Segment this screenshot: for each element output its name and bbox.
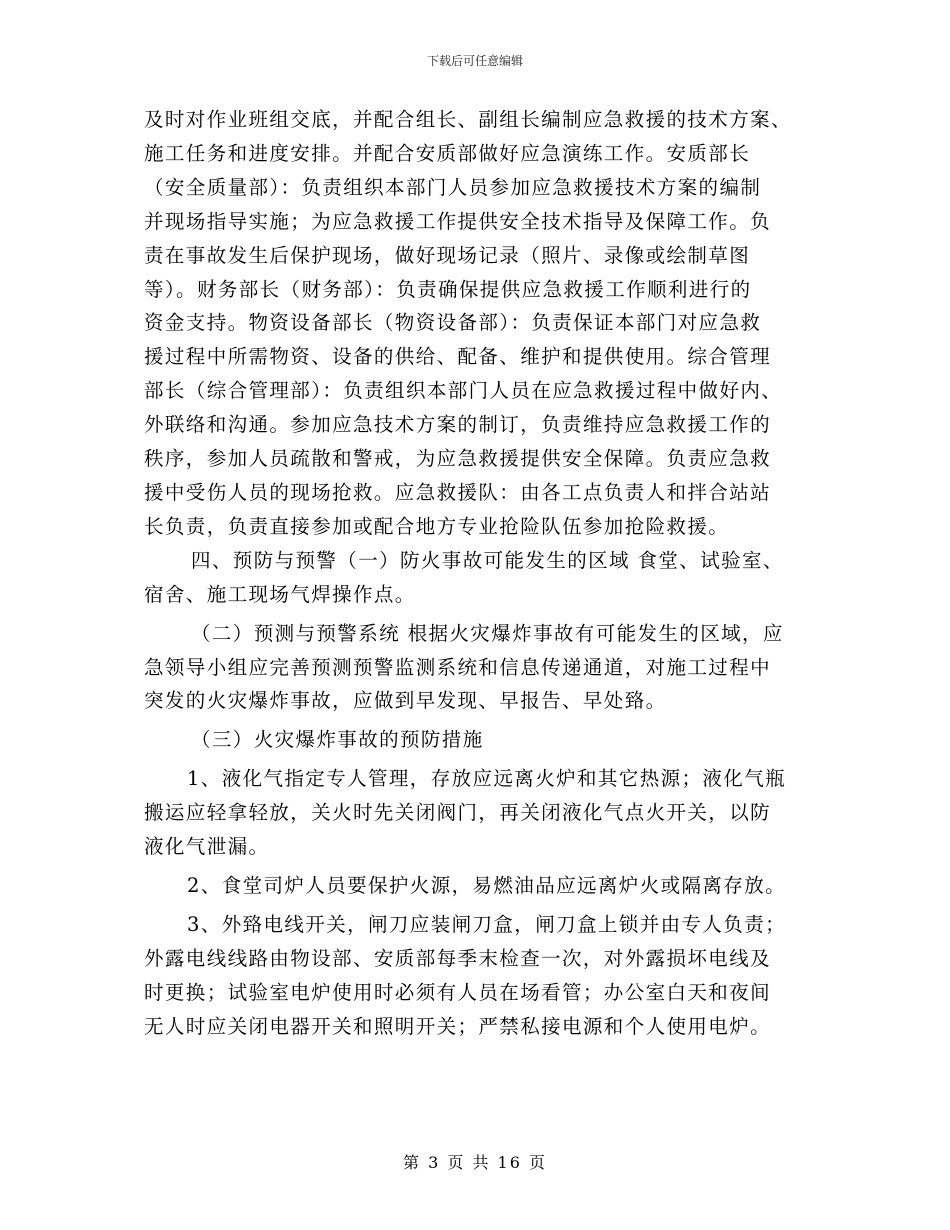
text-line: 1、液化气指定专人管理，存放应远离火炉和其它热源；液化气瓶 xyxy=(187,767,787,791)
text-line: 等）。财务部长（财务部）：负责确保提供应急救援工作顺利进行的 xyxy=(144,277,752,301)
text-line: 秩序，参加人员疏散和警戒，为应急救援提供安全保障。负责应急救 xyxy=(144,447,772,471)
text-line: 并现场指导实施；为应急救援工作提供安全技术指导及保障工作。负 xyxy=(144,209,772,233)
text-line: 突发的火灾爆炸事故，应做到早发现、早报告、早处臵。 xyxy=(144,689,667,713)
text-line: 部长（综合管理部）：负责组织本部门人员在应急救援过程中做好内、 xyxy=(144,379,783,403)
text-line: 外露电线线路由物设部、安质部每季末检查一次，对外露损坏电线及 xyxy=(144,946,772,970)
text-line: 长负责，负责直接参加或配合地方专业抢险队伍参加抢险救援。 xyxy=(144,514,730,538)
text-line: 时更换；试验室电炉使用时必须有人员在场看管；办公室白天和夜间 xyxy=(144,980,772,1004)
page-number: 第 3 页 共 16 页 xyxy=(403,1153,547,1172)
text-line: 无人时应关闭电器开关和照明开关；严禁私接电源和个人使用电炉。 xyxy=(144,1014,772,1038)
text-line: 援中受伤人员的现场抢救。应急救援队：由各工点负责人和拌合站站 xyxy=(144,480,772,504)
text-line: 宿舍、施工现场气焊操作点。 xyxy=(144,582,416,606)
page-header-note: 下载后可任意编辑 xyxy=(426,54,523,68)
text-line: 施工任务和进度安排。并配合安质部做好应急演练工作。安质部长 xyxy=(144,141,751,165)
text-line: 四、预防与预警（一）防火事故可能发生的区域 食堂、试验室、 xyxy=(191,548,784,572)
paragraph-prevention-heading xyxy=(144,723,808,757)
text-line: 援过程中所需物资、设备的供给、配备、维护和提供使用。综合管理 xyxy=(144,345,772,369)
document-body xyxy=(144,103,808,1043)
text-line: 急领导小组应完善预测预警监测系统和信息传递通道，对施工过程中 xyxy=(144,655,772,679)
text-line: 及时对作业班组交底，并配合组长、副组长编制应急救援的技术方案、 xyxy=(144,108,792,131)
text-line: 搬运应轻拿轻放，关火时先关闭阀门，再关闭液化气点火开关，以防 xyxy=(144,801,772,825)
text-line: 责在事故发生后保护现场，做好现场记录（照片、录像或绘制草图 xyxy=(144,243,751,267)
text-line: （安全质量部）：负责组织本部门人员参加应急救援技术方案的编制 xyxy=(144,175,762,199)
text-line: 外联络和沟通。参加应急技术方案的制订，负责维持应急救援工作的 xyxy=(144,413,772,437)
text-line: （二）预测与预警系统 根据火灾爆炸事故有可能发生的区域，应 xyxy=(191,621,784,645)
paragraph-section-four xyxy=(144,544,808,612)
text-line: 资金支持。物资设备部长（物资设备部）：负责保证本部门对应急救 xyxy=(144,311,762,335)
paragraph-item-1 xyxy=(144,762,808,864)
text-line: （三）火灾爆炸事故的预防措施 xyxy=(191,728,484,752)
paragraph-responsibilities xyxy=(144,103,808,544)
paragraph-item-2 xyxy=(144,869,808,903)
text-line: 液化气泄漏。 xyxy=(144,835,270,859)
paragraph-item-3 xyxy=(144,908,808,1044)
paragraph-prediction-system xyxy=(144,617,808,719)
text-line: 3、外臵电线开关，闸刀应装闸刀盒，闸刀盒上锁并由专人负责； xyxy=(187,912,787,936)
text-line: 2、食堂司炉人员要保护火源，易燃油品应远离炉火或隔离存放。 xyxy=(187,873,787,897)
